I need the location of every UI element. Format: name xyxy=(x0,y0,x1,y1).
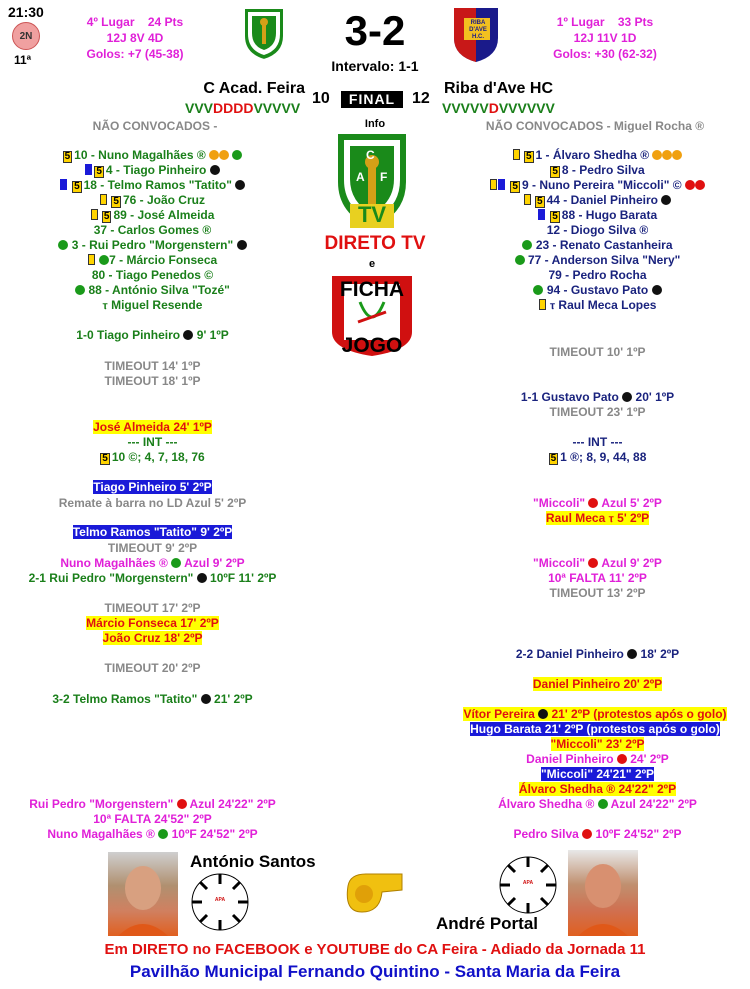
event-row: Pedro Silva 10ºF 24'52" 2ºP xyxy=(513,827,682,841)
event-row: Daniel Pinheiro 24' 2ºP xyxy=(526,752,669,766)
event-row: Márcio Fonseca 17' 2ºP xyxy=(86,616,219,630)
referee-2-name: André Portal xyxy=(436,914,539,933)
ficha-label: FICHA xyxy=(339,278,405,301)
event-row: 2-2 Daniel Pinheiro 18' 2ºP xyxy=(515,647,680,661)
away-form xyxy=(442,100,555,116)
event-row: Telmo Ramos "Tatito" 9' 2ºP xyxy=(72,525,233,539)
halftime-score: Intervalo: 1-1 xyxy=(331,58,419,74)
event-row: Vítor Pereira 21' 2ºP (protestos após o golo) xyxy=(463,707,727,721)
event-row: 1-0 Tiago Pinheiro 9' 1ºP xyxy=(76,328,229,342)
event-row: 3-2 Telmo Ramos "Tatito" 21' 2ºP xyxy=(52,692,253,706)
apa-text-2: APA xyxy=(522,880,534,886)
list-item[interactable] xyxy=(0,238,305,253)
event-row: Álvaro Shedha ® 24'22" 2ºP xyxy=(518,782,677,796)
player-name: 88 - António Silva "Tozé" xyxy=(88,283,230,297)
ficha-jogo-icon[interactable] xyxy=(322,272,422,358)
away-form-losses: D xyxy=(488,100,499,116)
event-row: "Miccoli" Azul 9' 2ºP xyxy=(533,556,662,570)
away-record: 12J 11V 1D xyxy=(573,31,637,45)
home-points: 24 Pts xyxy=(147,15,184,29)
event-row: --- INT --- xyxy=(127,435,178,449)
player-name: 10 - Nuno Magalhães ® xyxy=(74,148,206,162)
away-stats xyxy=(530,14,680,62)
event-row: TIMEOUT 14' 1ºP xyxy=(104,359,201,373)
event-row: 5 1 ®; 8, 9, 44, 88 xyxy=(550,450,647,464)
list-item[interactable] xyxy=(445,223,750,238)
referee-1-photo xyxy=(108,852,178,936)
referee-2-photo xyxy=(568,850,638,936)
away-crest-icon[interactable] xyxy=(448,6,504,64)
player-name: 4 - Tiago Pinheiro xyxy=(105,163,207,177)
player-name: 94 - Gustavo Pato xyxy=(546,283,649,297)
direto-tv[interactable]: DIRETO TV xyxy=(324,233,426,254)
round-number: 11ª xyxy=(14,53,32,67)
event-row: TIMEOUT 18' 1ºP xyxy=(104,374,201,388)
away-crest-text-2: D'AVE xyxy=(469,27,487,33)
home-form xyxy=(185,100,300,116)
home-team-name[interactable]: C Acad. Feira xyxy=(203,80,305,97)
event-row: "Miccoli" 24'21" 2ºP xyxy=(540,767,655,781)
player-name: 88 - Hugo Barata xyxy=(561,208,658,222)
home-crest-icon[interactable] xyxy=(240,6,288,62)
list-item[interactable] xyxy=(0,253,305,268)
event-row: José Almeida 24' 1ºP xyxy=(93,420,212,434)
venue: Pavilhão Municipal Fernando Quintino - Santa Maria da Feira xyxy=(129,962,621,981)
player-name: 79 - Pedro Rocha xyxy=(548,268,647,282)
tv-label: TV xyxy=(357,202,387,227)
event-row: Hugo Barata 21' 2ºP (protestos após o golo) xyxy=(470,722,720,736)
event-row: João Cruz 18' 2ºP xyxy=(102,631,203,645)
player-name: 76 - João Cruz xyxy=(122,193,205,207)
away-squad xyxy=(445,148,750,313)
crest-letter-c: C xyxy=(366,148,375,162)
list-item[interactable] xyxy=(445,268,750,283)
home-squad xyxy=(0,148,305,313)
event-row: Álvaro Shedha ® Azul 24'22" 2ºP xyxy=(498,797,697,811)
jogo-label: JOGO xyxy=(341,334,403,357)
event-row: TIMEOUT 20' 2ºP xyxy=(104,661,201,675)
broadcast-info: Em DIRETO no FACEBOOK e YOUTUBE do CA Feira - Adiado da Jornada 11 xyxy=(104,941,646,958)
away-form-prefix: VVVVV xyxy=(442,100,489,116)
event-row: 10ª FALTA 24'52" 2ºP xyxy=(93,812,212,826)
event-row: TIMEOUT 13' 2ºP xyxy=(549,586,646,600)
list-item[interactable] xyxy=(445,283,750,298)
event-row: TIMEOUT 17' 2ºP xyxy=(104,601,201,615)
apa-logo-icon xyxy=(190,872,250,932)
away-points: 33 Pts xyxy=(617,15,654,29)
player-name: 7 - Márcio Fonseca xyxy=(109,253,218,267)
home-record: 12J 8V 4D xyxy=(106,31,164,45)
event-row: Nuno Magalhães ® 10ºF 24'52" 2ºP xyxy=(47,827,258,841)
list-item[interactable]: 5 9 - Nuno Pereira "Miccoli" © xyxy=(445,178,750,193)
event-row: 2-1 Rui Pedro "Morgenstern" 10ºF 11' 2ºP xyxy=(28,571,277,585)
event-row: TIMEOUT 23' 1ºP xyxy=(549,405,646,419)
info-link[interactable]: Info xyxy=(364,118,386,130)
score: 3-2 xyxy=(344,7,406,54)
home-form-prefix: VVV xyxy=(185,100,214,116)
list-item[interactable]: 5 18 - Telmo Ramos "Tatito" xyxy=(0,178,305,193)
apa-text-1: APA xyxy=(214,897,226,903)
home-form-losses: DDDD xyxy=(213,100,254,116)
away-goals: Golos: +30 (62-32) xyxy=(553,47,657,61)
player-name: Raul Meca Lopes xyxy=(558,298,657,312)
list-item[interactable]: 5 4 - Tiago Pinheiro xyxy=(0,163,305,178)
event-row: 5 10 ©; 4, 7, 18, 76 xyxy=(102,450,205,464)
home-rank: 4º Lugar xyxy=(86,15,135,29)
event-row: Tiago Pinheiro 5' 2ºP xyxy=(93,480,212,494)
event-row: Nuno Magalhães ® Azul 9' 2ºP xyxy=(60,556,245,570)
event-row: Raul Meca ⲧ 5' 2ºP xyxy=(545,511,650,525)
away-not-called: NÃO CONVOCADOS - Miguel Rocha ® xyxy=(485,119,705,133)
event-row: 1-1 Gustavo Pato 20' 1ºP xyxy=(520,390,675,404)
list-item[interactable]: 5 44 - Daniel Pinheiro xyxy=(445,193,750,208)
apa-logo-2-icon xyxy=(498,855,558,915)
list-item[interactable] xyxy=(445,238,750,253)
away-fouls: 12 xyxy=(412,90,430,107)
referee-1-name: António Santos xyxy=(190,852,316,871)
home-not-called: NÃO CONVOCADOS - xyxy=(92,119,218,133)
list-item[interactable]: 5 88 - Hugo Barata xyxy=(445,208,750,223)
player-name: 37 - Carlos Gomes ® xyxy=(93,223,212,237)
crest-letter-a: A xyxy=(356,170,365,184)
player-name: 3 - Rui Pedro "Morgenstern" xyxy=(71,238,234,252)
away-crest-text-1: RIBA xyxy=(470,20,486,26)
event-row: TIMEOUT 10' 1ºP xyxy=(549,345,646,359)
crest-letter-f: F xyxy=(380,170,388,184)
away-team-name[interactable]: Riba d'Ave HC xyxy=(444,80,554,97)
player-name: 44 - Daniel Pinheiro xyxy=(546,193,658,207)
list-item[interactable]: 5 1 - Álvaro Shedha ® xyxy=(445,148,750,163)
home-form-suffix: VVVVV xyxy=(253,100,301,116)
event-row: "Miccoli" 23' 2ºP xyxy=(550,737,645,751)
list-item[interactable]: 5 76 - João Cruz xyxy=(0,193,305,208)
event-row: --- INT --- xyxy=(572,435,623,449)
list-item[interactable] xyxy=(0,268,305,283)
player-name: 77 - Anderson Silva "Nery" xyxy=(528,253,681,267)
player-name: 1 - Álvaro Shedha ® xyxy=(535,148,650,162)
away-form-suffix: VVVVVV xyxy=(498,100,555,116)
list-item[interactable]: ⲧ Miguel Resende xyxy=(102,298,203,312)
cafeira-tv-logo-icon[interactable] xyxy=(330,132,414,232)
player-name: 18 - Telmo Ramos "Tatito" xyxy=(83,178,232,192)
list-item[interactable] xyxy=(0,223,305,238)
event-row: Rui Pedro "Morgenstern" Azul 24'22" 2ºP xyxy=(29,797,276,811)
event-row: Remate à barra no LD Azul 5' 2ºP xyxy=(58,496,247,510)
home-stats xyxy=(60,14,210,62)
list-item[interactable] xyxy=(0,283,305,298)
event-row: "Miccoli" Azul 5' 2ºP xyxy=(533,496,662,510)
division-badge: 2N xyxy=(12,22,40,50)
event-row: Daniel Pinheiro 20' 2ºP xyxy=(532,677,663,691)
player-name: 23 - Renato Castanheira xyxy=(535,238,673,252)
match-time: 21:30 xyxy=(8,4,44,20)
player-name: Miguel Resende xyxy=(111,298,203,312)
whistle-icon xyxy=(340,868,410,918)
list-item[interactable]: 5 8 - Pedro Silva xyxy=(552,163,645,177)
list-item[interactable]: 5 10 - Nuno Magalhães ® xyxy=(0,148,305,163)
player-name: 89 - José Almeida xyxy=(113,208,215,222)
event-row: TIMEOUT 9' 2ºP xyxy=(107,541,198,555)
status-badge: FINAL xyxy=(341,91,403,108)
and-label: e xyxy=(368,258,376,270)
player-name: 80 - Tiago Penedos © xyxy=(91,268,214,282)
home-fouls: 10 xyxy=(312,90,330,107)
list-item[interactable] xyxy=(445,253,750,268)
away-rank: 1º Lugar xyxy=(556,15,605,29)
event-row: 10ª FALTA 11' 2ºP xyxy=(548,571,647,585)
list-item[interactable]: 5 89 - José Almeida xyxy=(0,208,305,223)
player-name: 8 - Pedro Silva xyxy=(561,163,645,177)
player-name: 9 - Nuno Pereira "Miccoli" © xyxy=(521,178,682,192)
away-crest-text-3: H.C. xyxy=(472,34,484,40)
player-name: 12 - Diogo Silva ® xyxy=(546,223,649,237)
home-goals: Golos: +7 (45-38) xyxy=(86,47,184,61)
list-item[interactable]: ⲧ Raul Meca Lopes xyxy=(445,298,750,313)
